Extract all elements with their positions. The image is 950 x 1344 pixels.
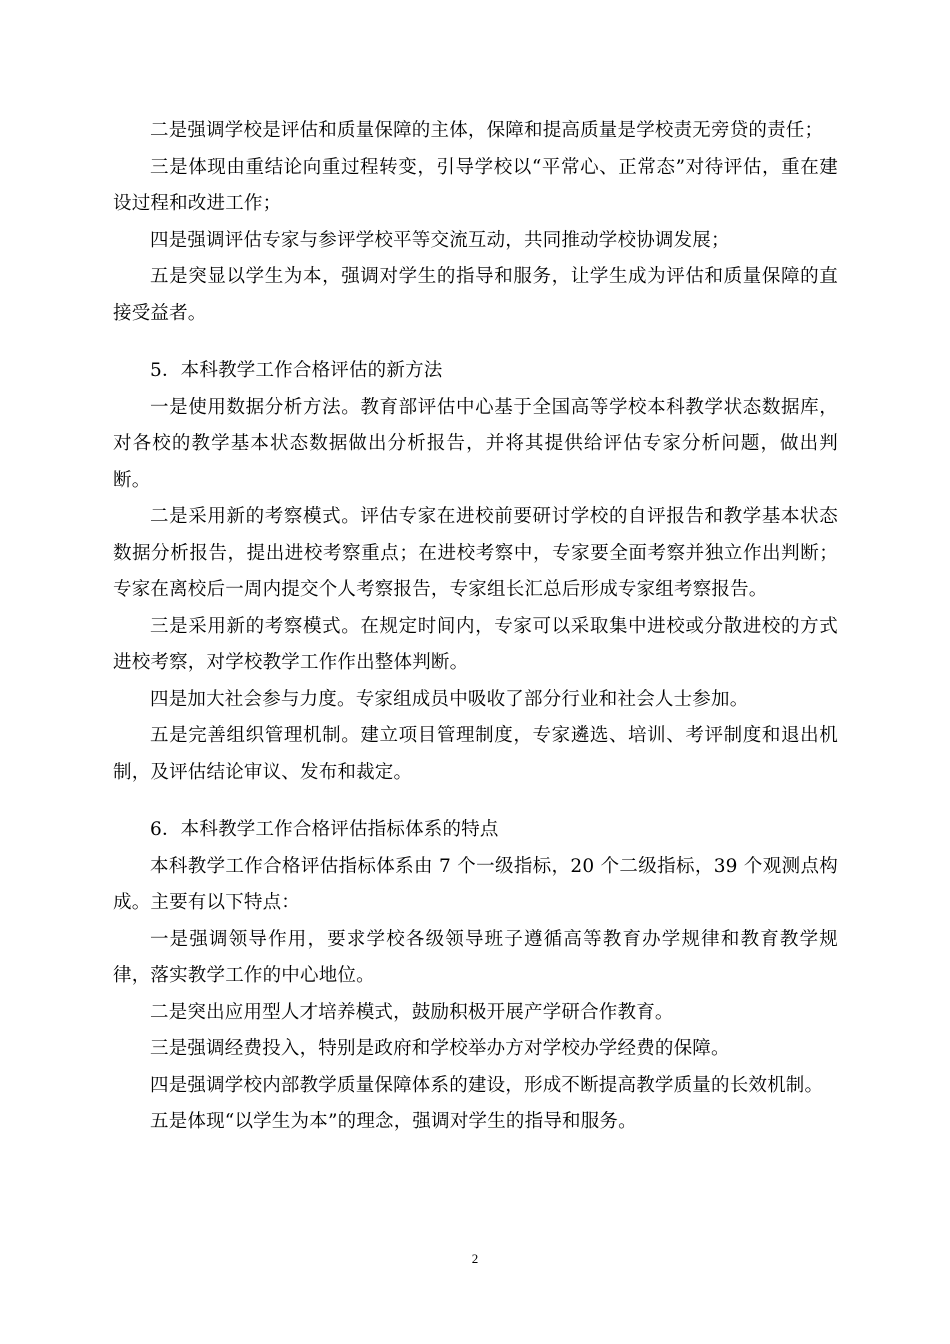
paragraph: 五是体现“以学生为本”的理念，强调对学生的指导和服务。 [150,1111,637,1132]
section-spacer [113,791,838,812]
paragraph: 五是完善组织管理机制。建立项目管理制度，专家遴选、培训、考评制度和退出机制，及评估结论审议、发布和裁定。 [113,725,838,783]
paragraph: 四是强调评估专家与参评学校平等交流互动，共同推动学校协调发展； [150,229,730,251]
paragraph: 二是强调学校是评估和质量保障的主体，保障和提高质量是学校责无旁贷的责任； [150,120,824,141]
paragraph: 四是强调学校内部教学质量保障体系的建设，形成不断提高教学质量的长效机制。 [150,1074,824,1096]
paragraph: 二是采用新的考察模式。评估专家在进校前要研讨学校的自评报告和教学基本状态数据分析报告，提出进校考察重点；在进校考察中，专家要全面考察并独立作出判断；专家在离校后一周内提交个人考察报告，专家组长汇总后形成专家组考察报告。 [113,506,838,600]
paragraph: 二是突出应用型人才培养模式，鼓励积极开展产学研合作教育。 [150,1001,674,1023]
paragraph: 三是体现由重结论向重过程转变，引导学校以“平常心、正常态”对待评估，重在建设过程和改进工作； [113,156,838,214]
section-spacer [113,332,838,353]
paragraph: 本科教学工作合格评估指标体系由 7 个一级指标，20 个二级指标，39 个观测点构成。主要有以下特点： [113,855,838,913]
paragraph: 五是突显以学生为本，强调对学生的指导和服务，让学生成为评估和质量保障的直接受益者。 [113,266,838,324]
paragraph: 三是采用新的考察模式。在规定时间内，专家可以采取集中进校或分散进校的方式进校考察，对学校教学工作作出整体判断。 [113,615,838,673]
section-heading-5: 5．本科教学工作合格评估的新方法 [150,360,443,381]
paragraph: 四是加大社会参与力度。专家组成员中吸收了部分行业和社会人士参加。 [150,688,749,710]
document-body [113,113,838,1141]
page-number: 2 [471,1251,479,1266]
paragraph: 三是强调经费投入，特别是政府和学校举办方对学校办学经费的保障。 [150,1038,730,1059]
section-heading-6: 6．本科教学工作合格评估指标体系的特点 [150,819,499,840]
paragraph: 一是强调领导作用，要求学校各级领导班子遵循高等教育办学规律和教育教学规律，落实教学工作的中心地位。 [113,928,838,986]
paragraph: 一是使用数据分析方法。教育部评估中心基于全国高等学校本科教学状态数据库，对各校的教学基本状态数据做出分析报告，并将其提供给评估专家分析问题，做出判断。 [113,396,838,491]
